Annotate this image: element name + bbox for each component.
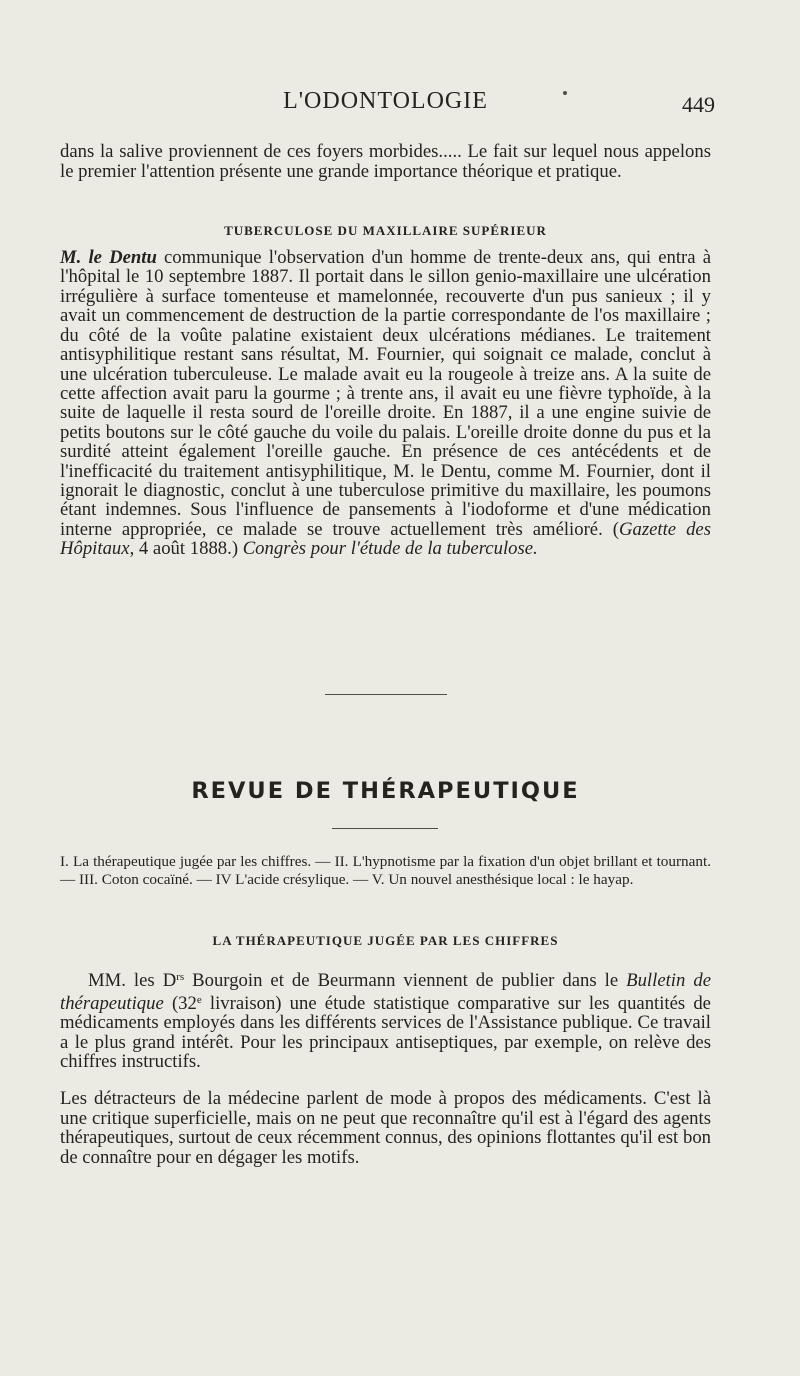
tuberculose-heading: TUBERCULOSE DU MAXILLAIRE SUPÉRIEUR: [224, 223, 547, 238]
section-divider-top: [325, 694, 447, 695]
critique-paragraph: Les détracteurs de la médecine parlent de mode à propos des médicaments. C'est là une critique superficielle, mais on ne peut que reconnaître qu'il est à l'égard des agents thérapeutiques, surtout de ceux récemment connus, des opinions flottantes qu'il est bon de connaître pour en dégager les motifs.: [60, 1088, 711, 1168]
ref-date: , 4 août 1888.): [129, 538, 243, 560]
section-divider-bottom: [332, 828, 438, 829]
study-superscript-2: e: [196, 993, 202, 1006]
page-number: 449: [682, 92, 715, 117]
case-author: M. le Dentu: [60, 247, 157, 268]
case-text: communique l'observation d'un homme de trente-deux ans, qui entra à l'hôpital le 10 septembre 1887. Il portait dans le sillon genio-maxillaire une ulcération irrégulière à surface tomenteuse et mamelonnée, recouverte d'un pus sanieux ; il y avait un commencement de destruction de la partie correspondante de l'os maxillaire ; du côté de la voûte palatine existaient deux ulcérations médianes. Le traitement antisyphilitique restant sans résultat, M. Fournier, qui soignait ce malade, conclut à une ulcération tuberculeuse. Le malade avait eu la rougeole à treize ans. A la suite de cette affection avait paru la gourme ; à trente ans, il avait eu une fièvre typhoïde, à la suite de laquelle il resta sourd de l'oreille droite. En 1887, il a une engine suivie de petits boutons sur le côté gauche du voile du palais. L'oreille droite donne du pus et la surdité atteint également l'oreille gauche. En présence de ces antécédents et de l'inefficacité du traitement antisyphilitique, M. le Dentu, comme M. Fournier, dont il ignorait le diagnostic, conclut à une tuberculose primitive du maxillaire, les poumons étant indemnes. Sous l'influence de pansements à l'iodoforme et d'une médication interne appropriée, ce malade se trouve actuellement très amélioré. (: [60, 247, 711, 540]
case-paragraph: [60, 248, 711, 559]
study-journal: Bulletin de thérapeutique: [60, 970, 711, 1014]
section-title: REVUE DE THÉRAPEUTIQUE: [191, 778, 580, 804]
intro-paragraph: dans la salive proviennent de ces foyers morbides..... Le fait sur lequel nous appelons le premier l'attention présente une grande importance théorique et pratique.: [60, 141, 711, 182]
therapeutique-heading: LA THÉRAPEUTIQUE JUGÉE PAR LES CHIFFRES: [212, 933, 559, 948]
ref-congres: Congrès pour l'étude de la tuberculose.: [242, 538, 538, 560]
running-head: [60, 88, 715, 118]
study-paren-open: (32: [163, 992, 197, 1014]
study-superscript: rs: [176, 971, 185, 983]
running-title: L'ODONTOLOGIE: [283, 88, 488, 114]
study-text-start: MM. les D: [88, 970, 177, 991]
section-summary: I. La thérapeutique jugée par les chiffres. — II. L'hypnotisme par la fixation d'un objet brillant et tournant. — III. Coton cocaïné. — IV L'acide crésylique. — V. Un nouvel anesthésique local : le hayap.: [60, 853, 711, 888]
study-text-rest: livraison) une étude statistique comparative sur les quantités de médicaments employés dans les différents services de l'Assistance publique. Ce travail a le plus grand intérêt. Pour les principaux antiseptiques, par exemple, on relève des chiffres instructifs.: [60, 992, 711, 1072]
study-text-mid: Bourgoin et de Beurmann viennent de publier dans le: [184, 970, 627, 991]
ref-journal: Gazette des Hôpitaux: [60, 518, 711, 560]
study-paragraph: [60, 968, 711, 1072]
scan-speck: [563, 91, 567, 95]
